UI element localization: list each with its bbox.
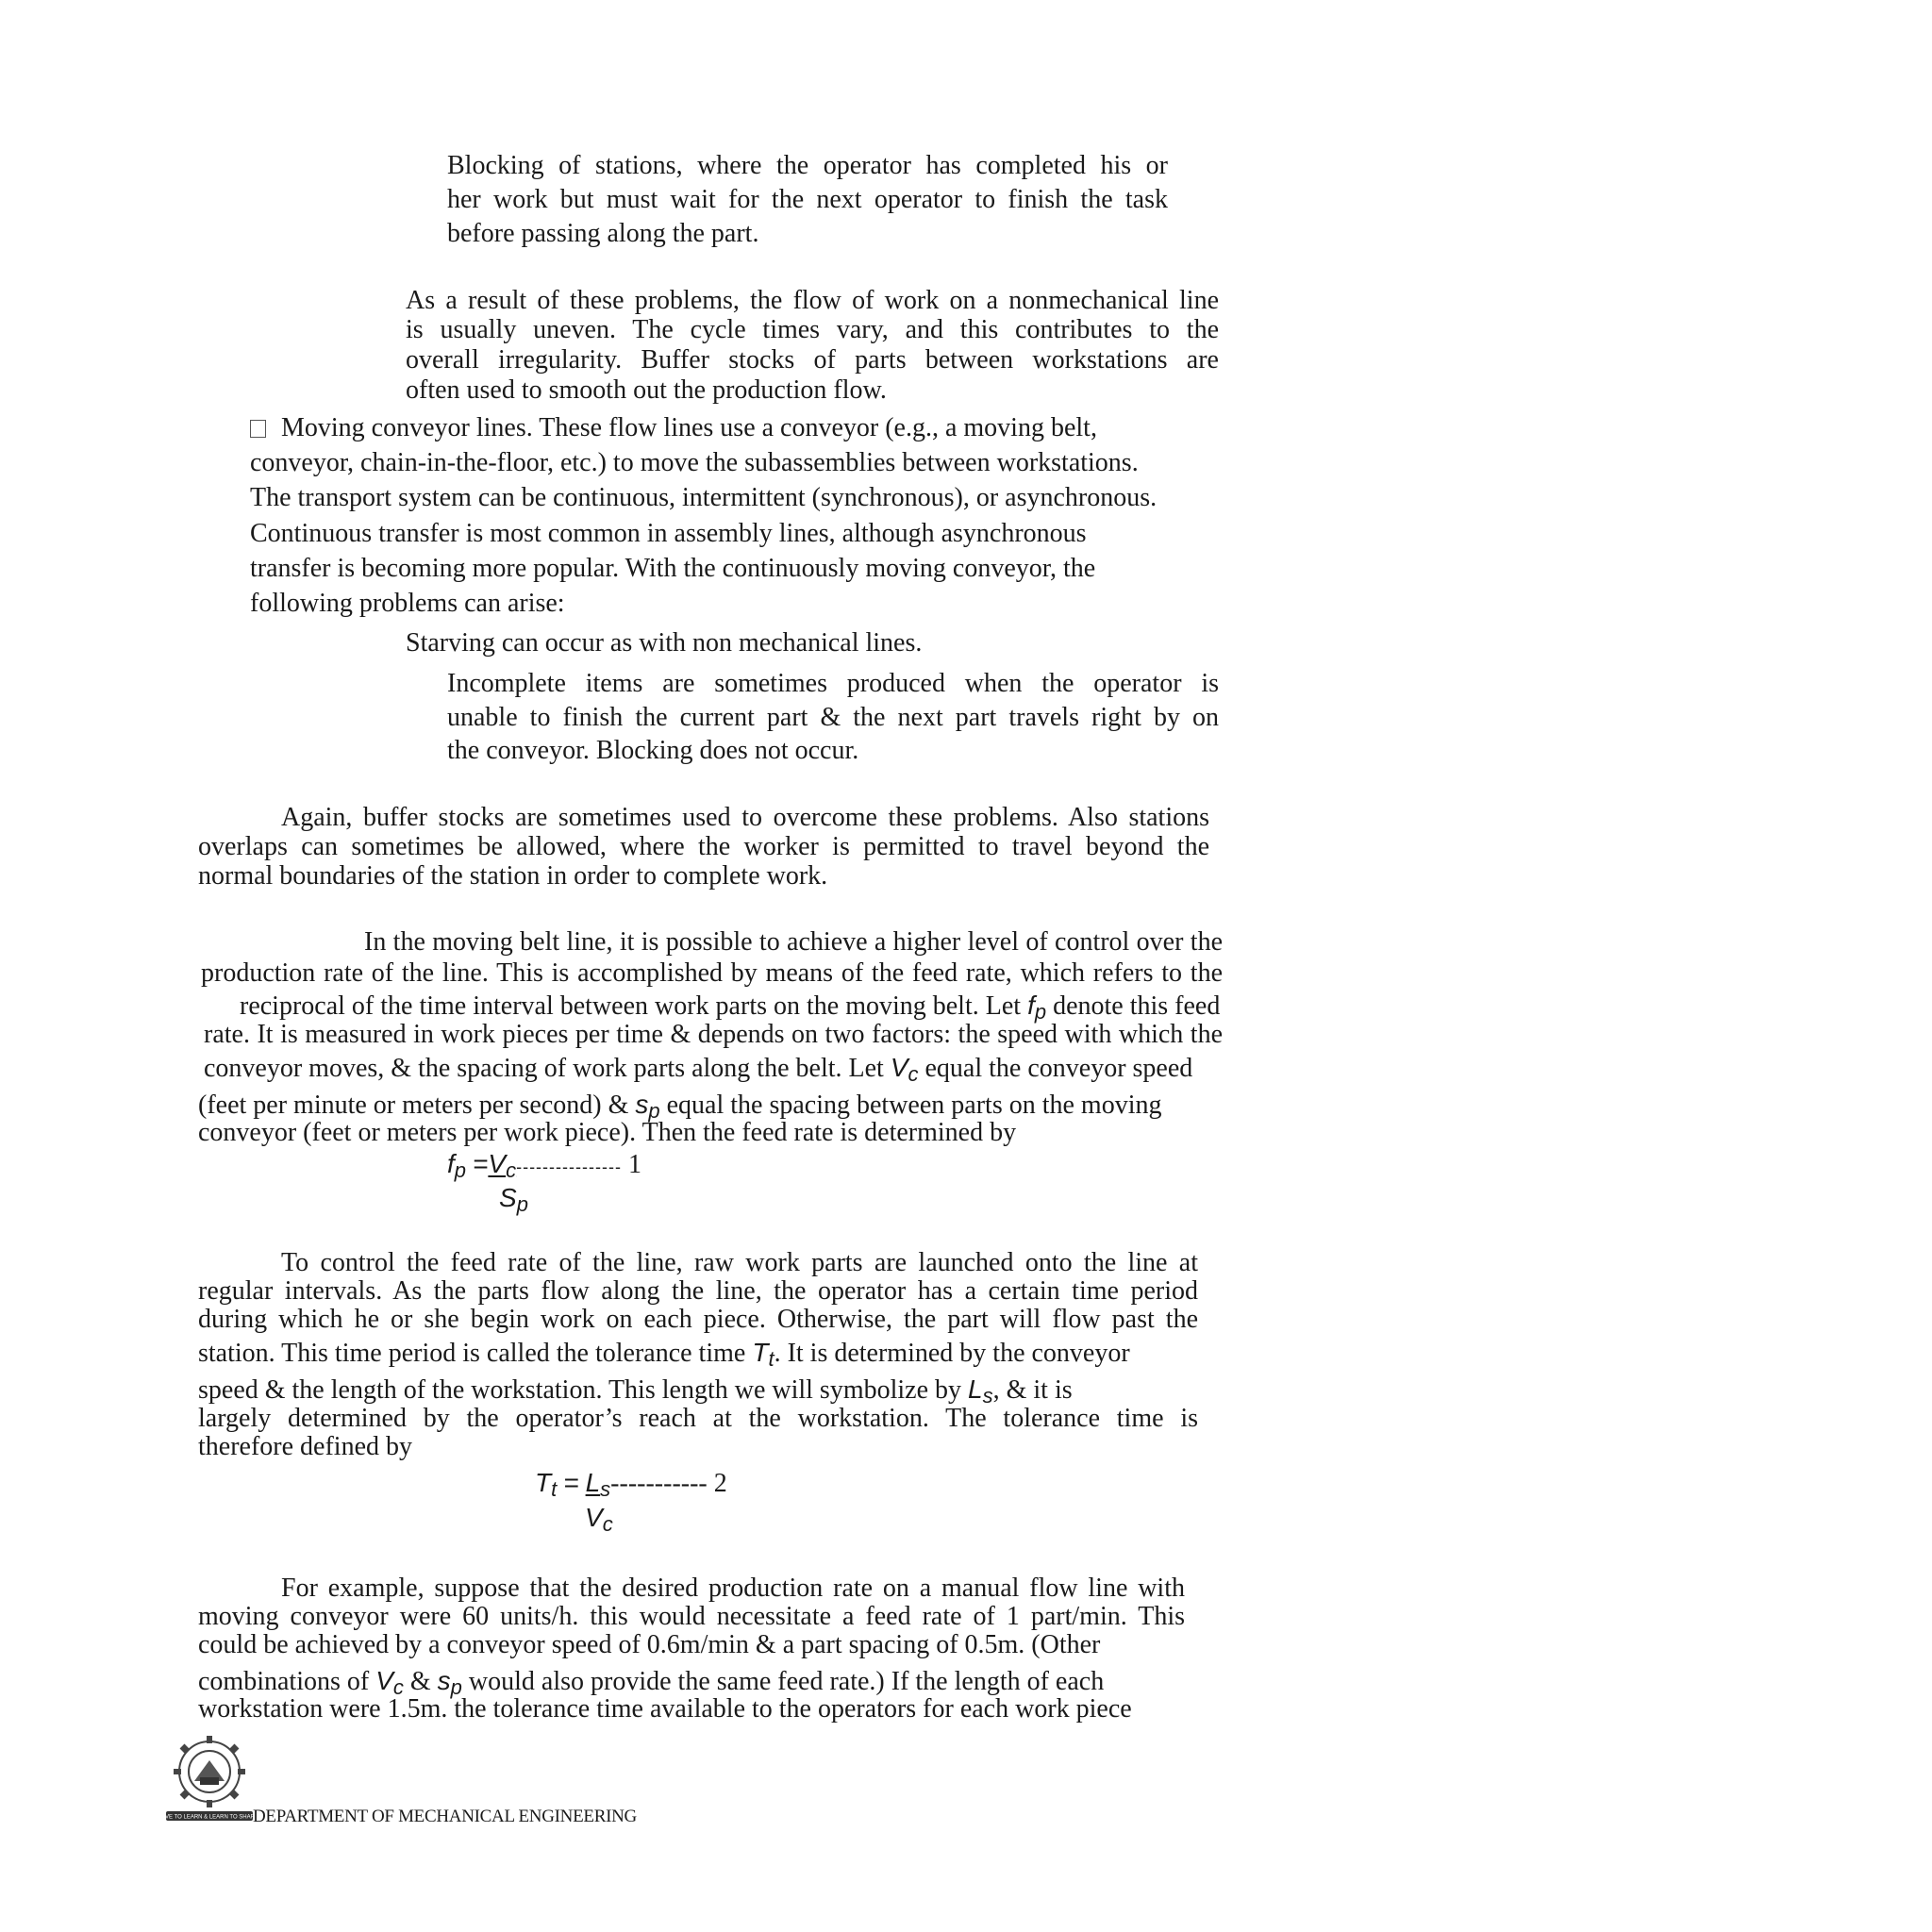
text-run: speed & the length of the workstation. This length we will symbolize by [198, 1375, 962, 1405]
text-line: rate. It is measured in work pieces per time & depends on two factors: the speed with which the [204, 1020, 1223, 1049]
text-line [198, 1374, 1073, 1406]
text-line: moving conveyor were 60 units/h. this would necessitate a feed rate of 1 part/min. This [198, 1602, 1185, 1631]
text-line: workstation were 1.5m. the tolerance time available to the operators for each work piece [198, 1694, 1132, 1724]
bullet-line [250, 413, 1097, 442]
text-run: conveyor moves, & the spacing of work parts along the belt. Let [204, 1054, 884, 1083]
text-line: normal boundaries of the station in order to complete work. [198, 861, 828, 891]
text-run: equal the conveyor speed [924, 1054, 1193, 1083]
text-run: (feet per minute or meters per second) & [198, 1091, 629, 1120]
equation-line [535, 1468, 727, 1499]
text-line: often used to smooth out the production flow. [406, 375, 887, 405]
text-run: would also provide the same feed rate.) If the length of each [468, 1667, 1105, 1696]
text-line: production rate of the line. This is accomplished by means of the feed rate, which refers to the [201, 958, 1223, 988]
text-line [240, 991, 1220, 1022]
text-line: Incomplete items are sometimes produced when the operator is [447, 669, 1219, 698]
text-run: equal the spacing between parts on the moving [666, 1091, 1162, 1120]
equation-number: 2 [713, 1469, 727, 1498]
symbol-fp: fp [1027, 991, 1047, 1024]
text-line: unable to finish the current part & the next part travels right by on [447, 703, 1219, 732]
text-line: is usually uneven. The cycle times vary, and this contributes to the [406, 315, 1219, 344]
symbol-sp: sp [437, 1666, 462, 1699]
text-line: The transport system can be continuous, intermittent (synchronous), or asynchronous. [250, 483, 1158, 512]
text-line: during which he or she begin work on each piece. Otherwise, the part will flow past the [198, 1305, 1198, 1334]
text-line [204, 1053, 1192, 1084]
symbol-fp: fp [447, 1149, 467, 1182]
text-line: In the moving belt line, it is possible to achieve a higher level of control over the [364, 927, 1223, 957]
logo-motto: LIVE TO LEARN & LEARN TO SHARE [160, 1814, 258, 1821]
symbol-tt: Tt [535, 1468, 558, 1501]
text-line: before passing along the part. [447, 219, 759, 248]
bullet-box-icon [250, 420, 266, 438]
text-line: transfer is becoming more popular. With the continuously moving conveyor, the [250, 554, 1096, 583]
text-run: & [409, 1667, 431, 1696]
text-line [198, 1338, 1130, 1369]
symbol-vc: Vc [375, 1666, 404, 1699]
text-line: Continuous transfer is most common in assembly lines, although asynchronous [250, 519, 1087, 548]
symbol-sp-denominator: Sp [499, 1183, 528, 1216]
text-run: combinations of [198, 1667, 370, 1696]
text-line: largely determined by the operator’s reach at the workstation. The tolerance time is [198, 1404, 1198, 1433]
text-line: overall irregularity. Buffer stocks of parts between workstations are [406, 345, 1219, 375]
symbol-ls: Ls [585, 1468, 611, 1501]
symbol-ls: Ls [968, 1374, 993, 1407]
symbol-vc-denominator: Vc [585, 1503, 613, 1536]
text-line: For example, suppose that the desired production rate on a manual flow line with [281, 1574, 1185, 1603]
equation-leader: ---------------- [516, 1158, 622, 1176]
college-logo [160, 1732, 258, 1827]
text-run: denote this feed [1053, 991, 1221, 1021]
equals-sign: = [473, 1149, 489, 1178]
symbol-sp: sp [635, 1090, 660, 1123]
text-line: could be achieved by a conveyor speed of 0.6m/min & a part spacing of 0.5m. (Other [198, 1630, 1101, 1659]
text-line: Moving conveyor lines. These flow lines use a conveyor (e.g., a moving belt, [281, 413, 1097, 442]
text-run: station. This time period is called the tolerance time [198, 1339, 746, 1368]
equation-line [447, 1149, 641, 1182]
footer-department: DEPARTMENT OF MECHANICAL ENGINEERING [253, 1807, 637, 1826]
text-line: therefore defined by [198, 1432, 412, 1461]
text-line: To control the feed rate of the line, raw work parts are launched onto the line at [281, 1248, 1198, 1277]
text-line: her work but must wait for the next operator to finish the task [447, 185, 1168, 214]
para-starving: Starving can occur as with non mechanical lines. [406, 628, 923, 658]
text-run: , & it is [992, 1375, 1073, 1405]
symbol-tt: Tt [752, 1338, 774, 1371]
equals-sign: = [563, 1468, 579, 1497]
text-line: Blocking of stations, where the operator has completed his or [447, 151, 1168, 180]
text-line: As a result of these problems, the flow of work on a nonmechanical line [406, 286, 1219, 315]
text-line: the conveyor. Blocking does not occur. [447, 736, 859, 765]
equation-number: 1 [627, 1150, 641, 1179]
text-run: reciprocal of the time interval between work parts on the moving belt. Let [240, 991, 1022, 1021]
text-line: conveyor (feet or meters per work piece). Then the feed rate is determined by [198, 1118, 1017, 1147]
gear-emblem-icon [160, 1732, 258, 1823]
text-line: conveyor, chain-in-the-floor, etc.) to move the subassemblies between workstations. [250, 448, 1139, 477]
text-line: regular intervals. As the parts flow along the line, the operator has a certain time period [198, 1276, 1198, 1306]
text-line [198, 1090, 1161, 1121]
text-line [198, 1666, 1104, 1697]
symbol-vc: Vc [890, 1053, 919, 1086]
text-line: Again, buffer stocks are sometimes used to overcome these problems. Also stations [281, 803, 1209, 832]
text-line: following problems can arise: [250, 589, 565, 618]
text-line: overlaps can sometimes be allowed, where the worker is permitted to travel beyond the [198, 832, 1209, 861]
text-run: . It is determined by the conveyor [774, 1339, 1130, 1368]
symbol-vc: Vc [488, 1149, 517, 1182]
equation-leader: ----------- [610, 1469, 708, 1498]
